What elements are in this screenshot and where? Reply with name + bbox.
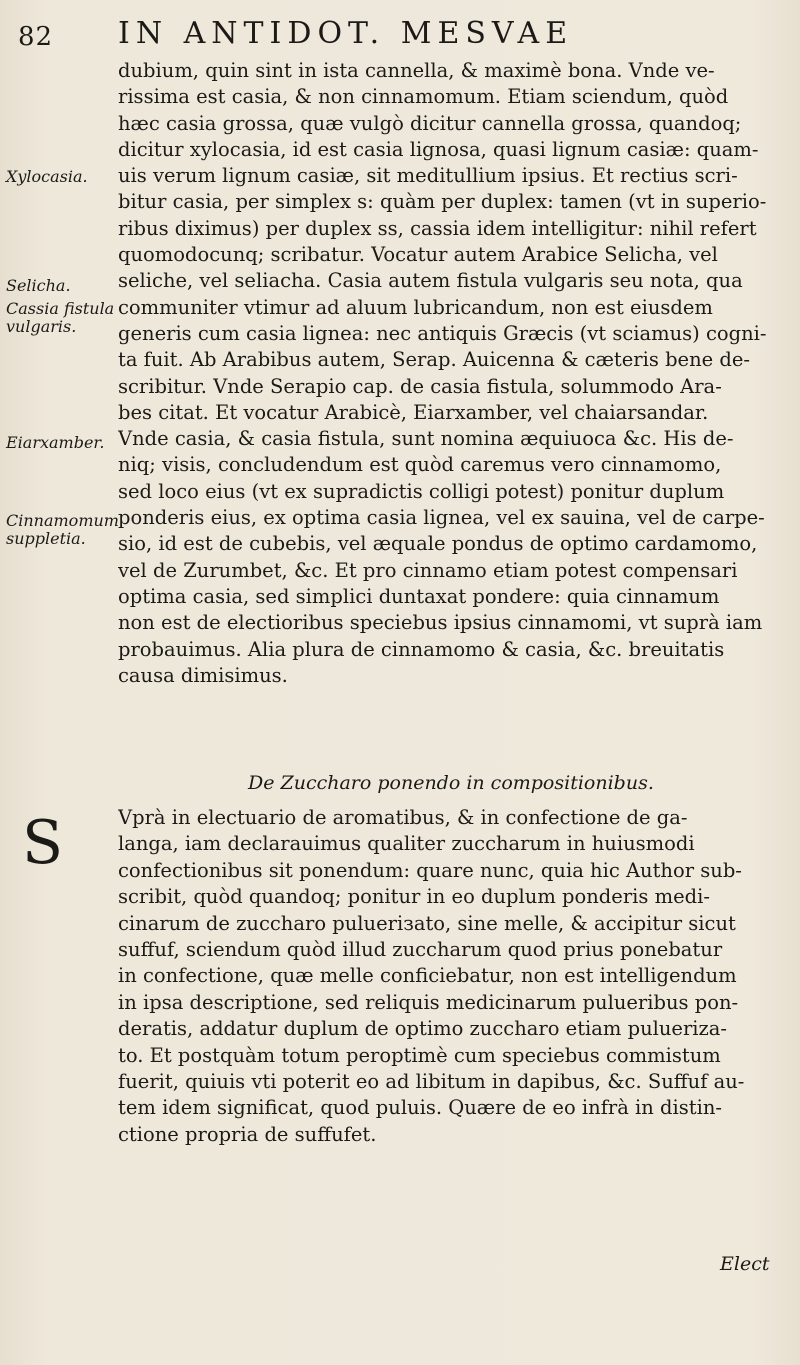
text-line: dicitur xylocasia, id est casia lignosa, quasi lignum casiæ: quam- — [118, 137, 759, 161]
text-line: cinarum de zuccharo pulueriзato, sine melle, & accipitur sicut — [118, 911, 736, 935]
text-line: ponderis eius, ex optima casia lignea, vel ex sauina, vel de carpe- — [118, 506, 765, 530]
section-heading: De Zuccharo ponendo in compositionibus. — [248, 772, 654, 794]
text-line: in ipsa descriptione, sed reliquis medicinarum pulueribus pon- — [118, 990, 739, 1014]
section-paragraph — [118, 805, 768, 1148]
text-line: optima casia, sed simplici duntaxat pondere: quia cinnamum — [118, 584, 720, 608]
margin-note-selicha: Selicha. — [6, 276, 71, 295]
text-line: communiter vtimur ad aluum lubricandum, non est eiusdem — [118, 295, 713, 319]
text-line: langa, iam declarauimus qualiter zuccharum in huiusmodi — [118, 832, 695, 856]
text-line: bes citat. Et vocatur Arabicè, Eiarxamber, vel chaiarsandar. — [118, 400, 709, 424]
text-line: Vprà in electuario de aromatibus, & in confectione de ga- — [118, 806, 688, 829]
text-line: Vnde casia, & casia fistula, sunt nomina æquiuoca &c. His de- — [118, 427, 734, 451]
text-line: to. Et postquàm totum peroptimè cum speciebus commistum — [118, 1043, 721, 1067]
text-line: hæc casia grossa, quæ vulgò dicitur cannella grossa, quandoq; — [118, 111, 742, 135]
text-line: niq; visis, concludendum est quòd caremus vero cinnamomo, — [118, 453, 722, 477]
text-line: vel de Zurumbet, &c. Et pro cinnamo etiam potest compensari — [118, 558, 738, 582]
text-line: fuerit, quiuis vti poterit eo ad libitum in dapibus, &c. Suffuf au- — [118, 1070, 745, 1094]
text-line: ribus diximus) per duplex ss, cassia idem intelligitur: nihil refert — [118, 216, 757, 240]
margin-note-cassia-fistula: Cassia fistula vulgaris. — [6, 299, 115, 336]
drop-capital: S — [22, 808, 64, 878]
margin-note-cinnamomum: Cinnamomum suppletia. — [6, 511, 119, 548]
text-line: non est de electioribus speciebus ipsius cinnamomi, vt suprà iam — [118, 611, 763, 635]
text-line: deratis, addatur duplum de optimo zuccharo etiam pulueriza- — [118, 1017, 728, 1041]
page-header — [18, 14, 778, 54]
text-line: ta fuit. Ab Arabibus autem, Serap. Auicenna & cæteris bene de- — [118, 348, 750, 372]
text-line: probauimus. Alia plura de cinnamomo & casia, &c. breuitatis — [118, 637, 725, 661]
text-line: causa dimisimus. — [118, 663, 288, 687]
text-line: uis verum lignum casiæ, sit meditullium ipsius. Et rectius scri- — [118, 164, 738, 188]
text-line: rissima est casia, & non cinnamomum. Etiam sciendum, quòd — [118, 85, 729, 109]
text-line: in confectione, quæ melle conficiebatur, non est intelligendum — [118, 964, 737, 988]
text-line: suffuf, sciendum quòd illud zuccharum quod prius ponebatur — [118, 938, 723, 962]
text-line: dubium, quin sint in ista cannella, & maximè bona. Vnde ve- — [118, 59, 715, 82]
text-line: seliche, vel seliacha. Casia autem fistula vulgaris seu nota, qua — [118, 269, 743, 293]
text-line: confectionibus sit ponendum: quare nunc, quia hic Author sub- — [118, 858, 742, 882]
text-line: quomodocunq; scribatur. Vocatur autem Arabice Selicha, vel — [118, 243, 718, 267]
text-line: bitur casia, per simplex s: quàm per duplex: tamen (vt in superio- — [118, 190, 767, 214]
text-line: sio, id est de cubebis, vel æquale pondus de optimo cardamomo, — [118, 532, 758, 556]
text-line: scribit, quòd quandoq; ponitur in eo duplum ponderis medi- — [118, 885, 710, 909]
margin-note-eiarxamber: Eiarxamber. — [6, 433, 105, 452]
margin-note-xylocasia: Xylocasia. — [6, 167, 88, 186]
main-paragraph — [118, 58, 768, 689]
text-line: generis cum casia lignea: nec antiquis Græcis (vt sciamus) cogni- — [118, 321, 767, 345]
text-line: sed loco eius (vt ex supradictis colligi potest) ponitur duplum — [118, 479, 725, 503]
running-head: IN ANTIDOT. MESVAE — [118, 16, 574, 51]
text-line: scribitur. Vnde Serapio cap. de casia fistula, solummodo Ara- — [118, 374, 722, 398]
page-number: 82 — [18, 22, 54, 52]
catchword: Elect — [720, 1253, 770, 1275]
text-line: ctione propria de suffufet. — [118, 1122, 377, 1146]
text-line: tem idem significat, quod puluis. Quære de eo infrà in distin- — [118, 1096, 722, 1120]
